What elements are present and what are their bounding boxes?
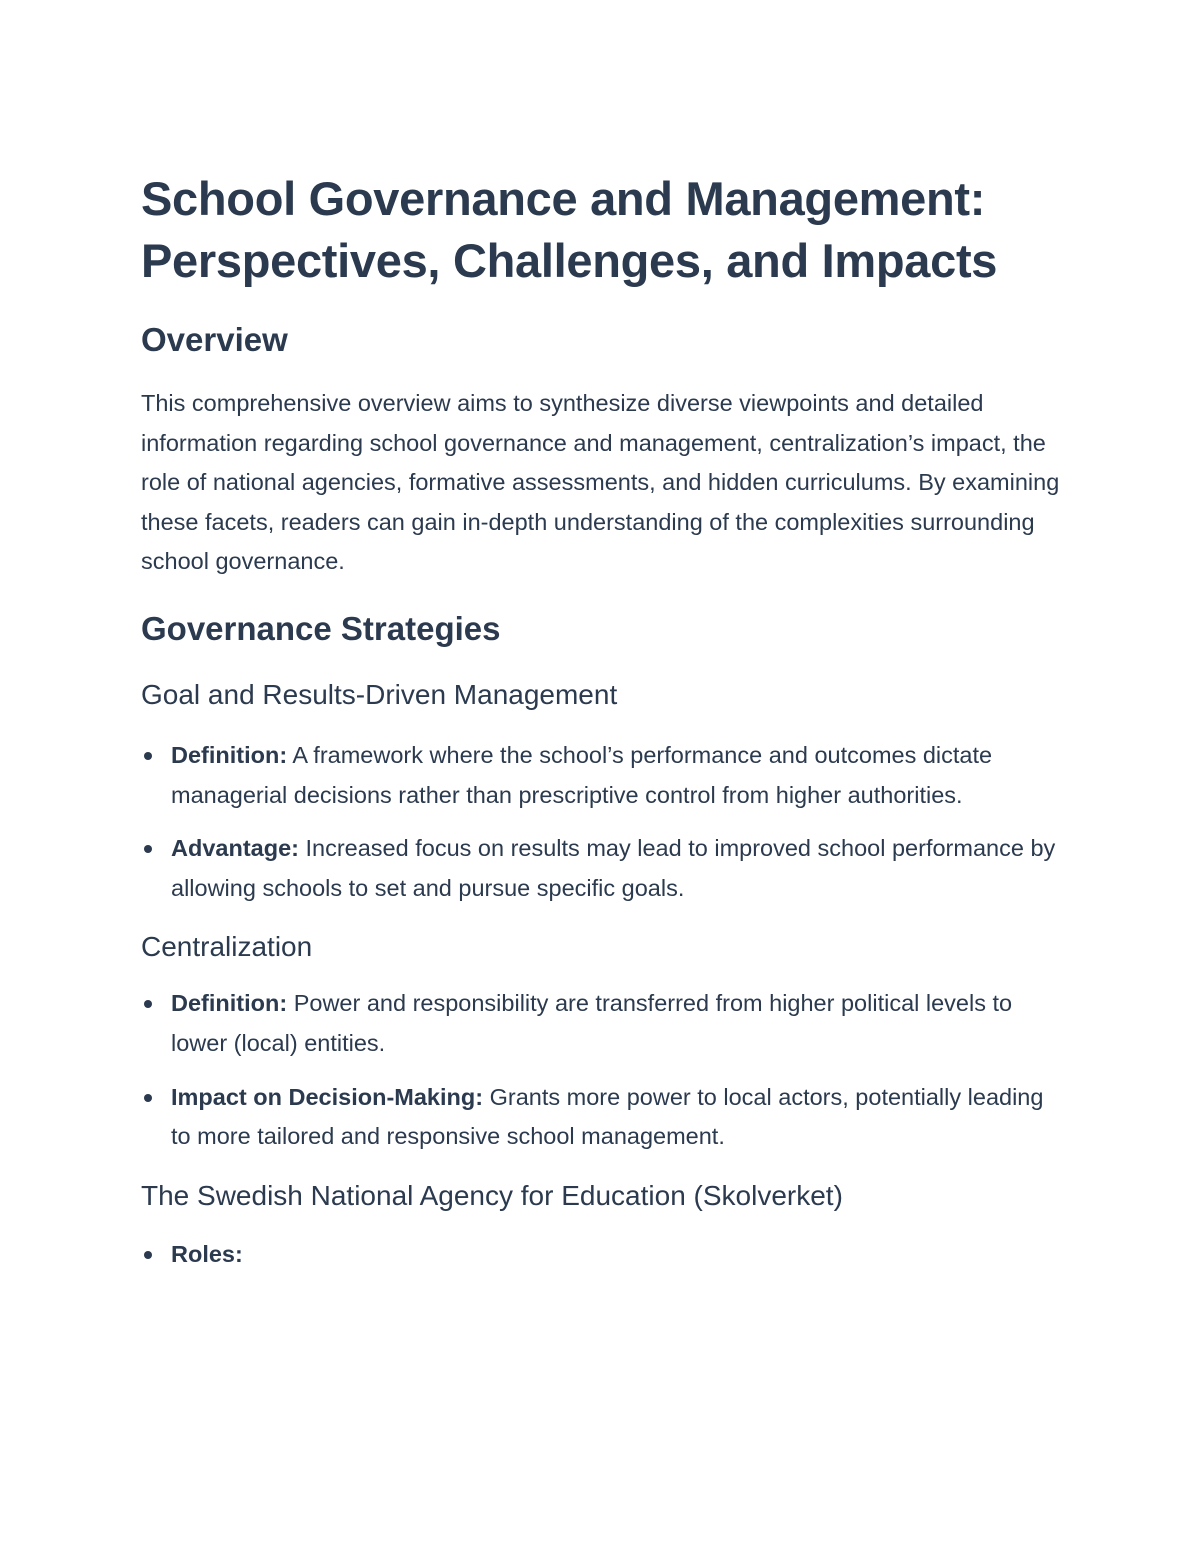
overview-paragraph: This comprehensive overview aims to synthesize diverse viewpoints and detailed information regarding school governance and management, centralization’s impact, the role of national agencies, formative assessments, and hidden curriculums. By examining these facets, readers can gain in-depth understanding of the complexities surrounding school governance. (141, 390, 1060, 575)
centralization-heading: Centralization (141, 931, 313, 963)
item-text: Grants more power to local actors, potentially leading to more tailored and responsive school management. (171, 1083, 1044, 1150)
title-line-1: School Governance and Management: (141, 172, 986, 225)
item-text: A framework where the school’s performance and outcomes dictate managerial decisions rather than prescriptive control from higher authorities. (171, 741, 993, 808)
list-item (141, 1235, 1060, 1275)
skolverket-heading: The Swedish National Agency for Education (Skolverket) (141, 1179, 843, 1211)
title-line-2: Perspectives, Challenges, and Impacts (141, 234, 998, 287)
list-item (141, 736, 1060, 815)
list-item (141, 984, 1060, 1063)
item-term: Definition: (171, 990, 288, 1017)
goal-results-list (141, 736, 1060, 908)
item-text: Power and responsibility are transferred from higher political levels to lower (local) entities. (171, 990, 1013, 1056)
bullet-icon (144, 752, 152, 760)
item-term: Roles: (171, 1240, 243, 1267)
skolverket-list (141, 1235, 1060, 1275)
goal-results-heading: Goal and Results-Driven Management (141, 678, 618, 710)
list-item (141, 1078, 1060, 1157)
bullet-icon (144, 1251, 152, 1259)
item-text: Increased focus on results may lead to improved school performance by allowing schools to set and pursue specific goals. (171, 835, 1056, 901)
item-term: Impact on Decision-Making: (171, 1083, 484, 1110)
governance-strategies-heading: Governance Strategies (141, 609, 501, 647)
item-term: Advantage: (171, 835, 299, 862)
bullet-icon (144, 1000, 152, 1008)
overview-heading: Overview (141, 321, 288, 358)
document-title (141, 168, 1060, 292)
list-item (141, 829, 1060, 908)
bullet-icon (144, 1094, 152, 1102)
item-term: Definition: (171, 741, 288, 768)
centralization-list (141, 984, 1060, 1156)
bullet-icon (144, 845, 152, 853)
